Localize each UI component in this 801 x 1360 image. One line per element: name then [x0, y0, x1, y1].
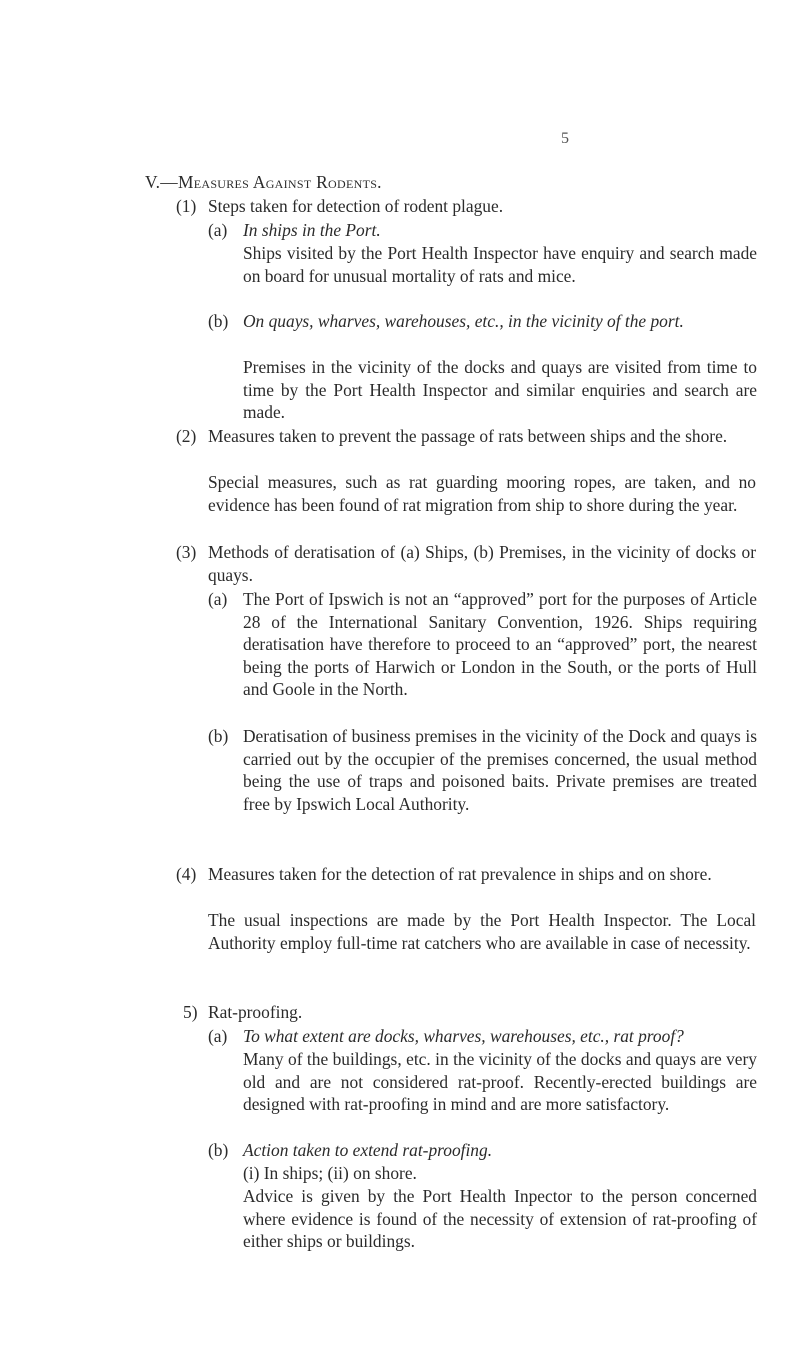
item-4-body: The usual inspections are made by the Port Health Inspector. The Local Authority employ full-time rat catchers who are available in case of necessity. — [208, 910, 756, 953]
item-1-number: (1) — [176, 196, 197, 216]
item-5-number: 5) — [183, 1002, 198, 1022]
item-1a-heading: In ships in the Port. — [243, 220, 381, 240]
item-5b-label: (b) — [208, 1140, 229, 1160]
item-4-number: (4) — [176, 864, 197, 884]
item-1a-body: Ships visited by the Port Health Inspector have enquiry and search made on board for unusual mortality of rats and mice. — [243, 243, 757, 286]
item-5b-subtext: (i) In ships; (ii) on shore. — [243, 1163, 417, 1183]
item-3-title: Methods of deratisation of (a) Ships, (b) Premises, in the vicinity of docks or quays. — [208, 542, 756, 585]
item-5b-body: Advice is given by the Port Health Inpector to the person concerned where evidence is found of the necessity of extension of rat-proofing of either ships or buildings. — [243, 1186, 757, 1252]
item-3b-body: Deratisation of business premises in the vicinity of the Dock and quays is carried out by the occupier of the premises concerned, the usual method being the use of traps and poisoned baits. Private premises are treated free by Ipswich Local Authority. — [243, 726, 757, 814]
item-1-title: Steps taken for detection of rodent plague. — [208, 196, 504, 216]
item-1b-heading: On quays, wharves, warehouses, etc., in the vicinity of the port. — [243, 311, 684, 331]
item-1b-label: (b) — [208, 311, 229, 331]
item-5a-label: (a) — [208, 1026, 228, 1046]
item-5b-heading: Action taken to extend rat-proofing. — [243, 1140, 493, 1160]
section-title: V.—Measures Against Rodents. — [145, 172, 382, 192]
item-5-title: Rat-proofing. — [208, 1002, 303, 1022]
item-5a-body: Many of the buildings, etc. in the vicinity of the docks and quays are very old and are not considered rat-proof. Recently-erected buildings are designed with rat-proofing in mind and are more satisfactory. — [243, 1049, 757, 1115]
item-1a-label: (a) — [208, 220, 228, 240]
item-3-number: (3) — [176, 542, 197, 562]
item-2-body: Special measures, such as rat guarding mooring ropes, are taken, and no evidence has been found of rat migration from ship to shore during the year. — [208, 472, 756, 515]
item-2-number: (2) — [176, 426, 197, 446]
item-2-title: Measures taken to prevent the passage of rats between ships and the shore. — [208, 426, 728, 446]
item-3a-body: The Port of Ipswich is not an “approved” port for the purposes of Article 28 of the International Sanitary Convention, 1926. Ships requiring deratisation have therefore to proceed to an “approved” port, the nearest being the ports of Harwich or London in the South, or the ports of Hull and Goole in the North. — [243, 589, 757, 700]
page-number: 5 — [561, 130, 569, 147]
item-3a-label: (a) — [208, 589, 228, 609]
item-5a-heading: To what extent are docks, wharves, warehouses, etc., rat proof? — [243, 1026, 684, 1046]
item-1b-body: Premises in the vicinity of the docks and quays are visited from time to time by the Port Health Inspector and similar enquiries and search are made. — [243, 357, 757, 423]
item-4-title: Measures taken for the detection of rat prevalence in ships and on shore. — [208, 864, 712, 884]
item-3b-label: (b) — [208, 726, 229, 746]
